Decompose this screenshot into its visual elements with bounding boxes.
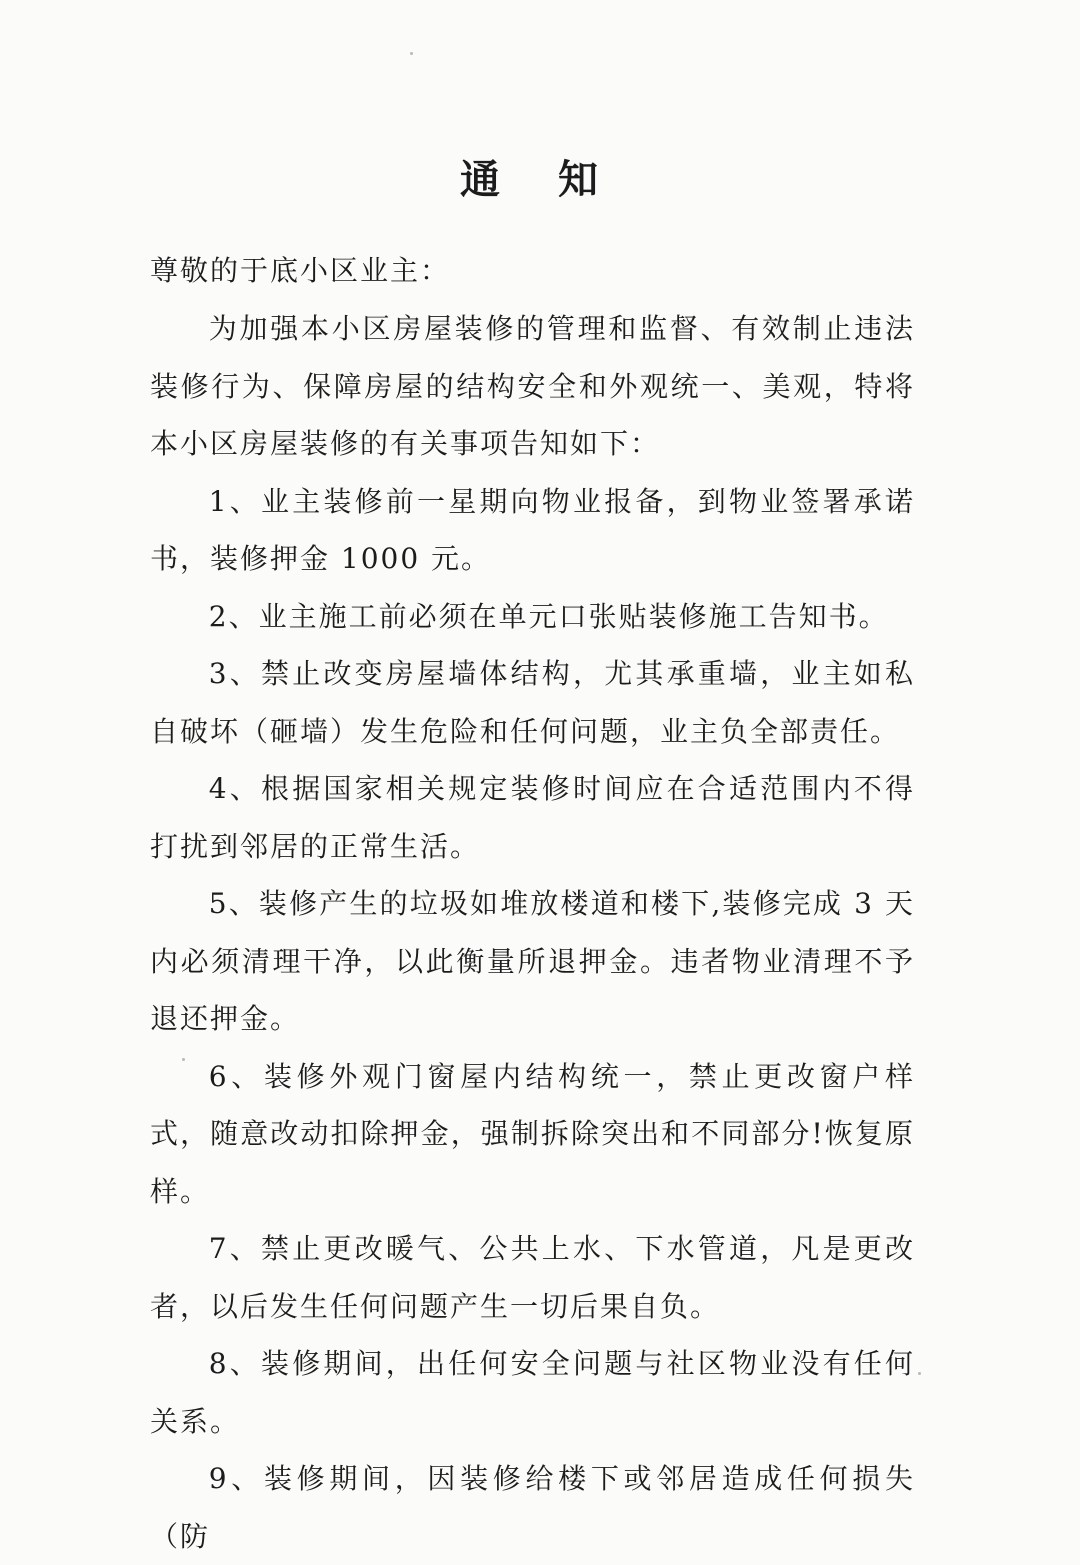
notice-body: [150, 300, 915, 1565]
paper-speck: [918, 1372, 921, 1375]
rule-item-5: 5、装修产生的垃圾如堆放楼道和楼下,装修完成 3 天内必须清理干净，以此衡量所退押金。违者物业清理不予退还押金。: [150, 887, 915, 1035]
rule-item-4: 4、根据国家相关规定装修时间应在合适范围内不得打扰到邻居的正常生活。: [150, 772, 915, 863]
paper-speck: [410, 52, 413, 55]
rule-item-3: 3、禁止改变房屋墙体结构，尤其承重墙，业主如私自破坏（砸墙）发生危险和任何问题，业主负全部责任。: [150, 657, 915, 748]
rule-item-9: 9、装修期间，因装修给楼下或邻居造成任何损失（防: [150, 1462, 915, 1553]
rule-item-7: 7、禁止更改暖气、公共上水、下水管道，凡是更改者，以后发生任何问题产生一切后果自负。: [150, 1232, 915, 1323]
rule-item-6: 6、装修外观门窗屋内结构统一，禁止更改窗户样式，随意改动扣除押金，强制拆除突出和不同部分!恢复原样。: [150, 1059, 915, 1208]
rule-item-8: 8、装修期间，出任何安全问题与社区物业没有任何关系。: [150, 1347, 915, 1438]
intro-paragraph: 为加强本小区房屋装修的管理和监督、有效制止违法装修行为、保障房屋的结构安全和外观统一、美观，特将本小区房屋装修的有关事项告知如下：: [150, 312, 915, 460]
notice-salutation: 尊敬的于底小区业主：: [150, 254, 451, 287]
notice-title: 通 知: [460, 156, 620, 203]
rule-item-2: 2、业主施工前必须在单元口张贴装修施工告知书。: [208, 599, 889, 633]
rule-item-1: 1、业主装修前一星期向物业报备，到物业签署承诺书，装修押金 1000 元。: [150, 484, 915, 575]
